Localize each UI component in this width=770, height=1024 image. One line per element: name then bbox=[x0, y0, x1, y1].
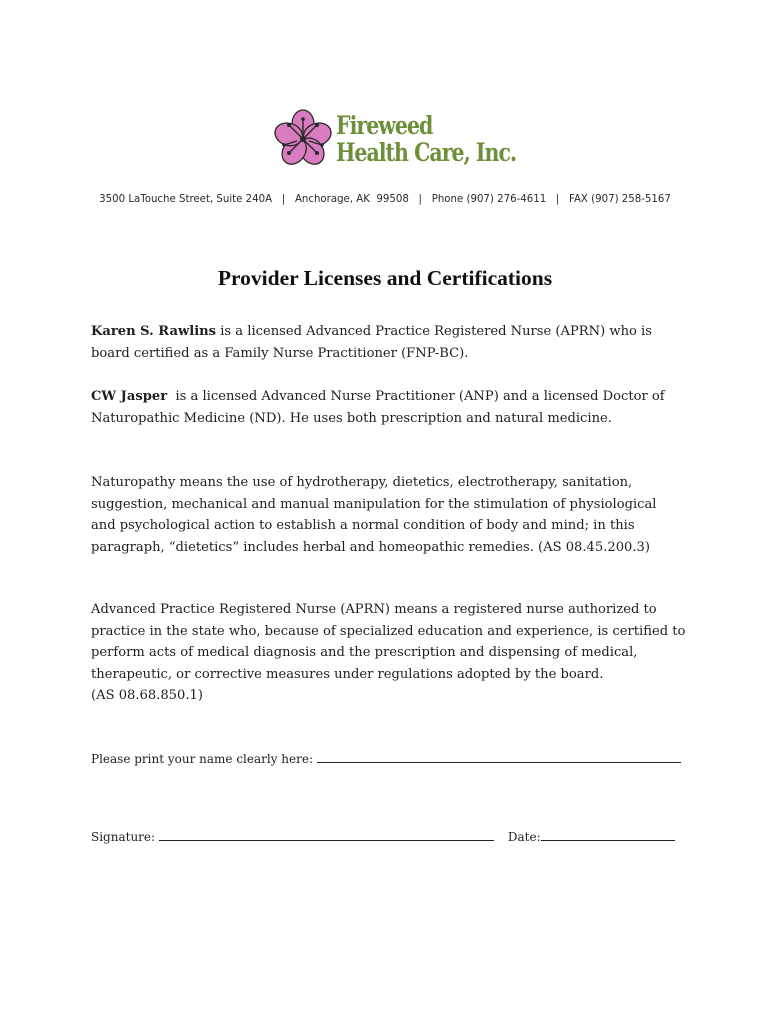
aprn-line: (AS 08.68.850.1) bbox=[91, 688, 203, 704]
page-title: Provider Licenses and Certifications bbox=[217, 266, 553, 290]
logo-text-line2: Health Care, Inc. bbox=[336, 138, 517, 167]
company-logo bbox=[272, 108, 517, 172]
logo-text-line1: Fireweed bbox=[336, 111, 433, 140]
aprn-line: therapeutic, or corrective measures under regulations adopted by the board. bbox=[91, 666, 604, 682]
provider2-text-line2: Naturopathic Medicine (ND). He uses both prescription and natural medicine. bbox=[91, 410, 612, 426]
provider1-paragraph bbox=[91, 321, 691, 364]
signature-label: Signature: bbox=[91, 830, 159, 844]
provider1-name: Karen S. Rawlins bbox=[91, 324, 217, 339]
naturopathy-definition bbox=[91, 472, 691, 558]
naturopathy-line: paragraph, “dietetics” includes herbal and homeopathic remedies. (AS 08.45.200.3) bbox=[91, 539, 650, 555]
aprn-line: perform acts of medical diagnosis and the prescription and dispensing of medical, bbox=[91, 645, 638, 661]
provider2-paragraph bbox=[91, 386, 691, 429]
signature-blank[interactable] bbox=[159, 828, 494, 841]
naturopathy-line: and psychological action to establish a normal condition of body and mind; in this bbox=[91, 518, 635, 534]
naturopathy-line: Naturopathy means the use of hydrotherapy, dietetics, electrotherapy, sanitation, bbox=[91, 475, 633, 490]
provider1-text-line2: board certified as a Family Nurse Practitioner (FNP-BC). bbox=[91, 345, 469, 361]
name-field-row bbox=[91, 750, 681, 766]
aprn-definition bbox=[91, 599, 691, 707]
name-field-blank[interactable] bbox=[317, 750, 681, 763]
aprn-line: Advanced Practice Registered Nurse (APRN) means a registered nurse authorized to bbox=[91, 602, 657, 617]
date-blank[interactable] bbox=[541, 828, 675, 841]
company-address bbox=[0, 194, 770, 205]
provider2-name: CW Jasper bbox=[91, 389, 168, 404]
signature-row bbox=[91, 828, 675, 844]
address-text: 3500 LaTouche Street, Suite 240A | Anchorage, AK 99508 | Phone (907) 276-4611 | FAX (907) 258-5167 bbox=[99, 194, 671, 205]
naturopathy-line: suggestion, mechanical and manual manipulation for the stimulation of physiological bbox=[91, 496, 657, 512]
provider2-text-line1: is a licensed Advanced Nurse Practitioner (ANP) and a licensed Doctor of bbox=[167, 389, 665, 404]
provider1-text-line1: is a licensed Advanced Practice Registered Nurse (APRN) who is bbox=[216, 324, 652, 339]
date-label: Date: bbox=[507, 830, 541, 844]
name-field-label: Please print your name clearly here: bbox=[91, 752, 317, 766]
fireweed-flower-icon bbox=[272, 108, 334, 170]
aprn-line: practice in the state who, because of specialized education and experience, is certified to bbox=[91, 623, 686, 639]
